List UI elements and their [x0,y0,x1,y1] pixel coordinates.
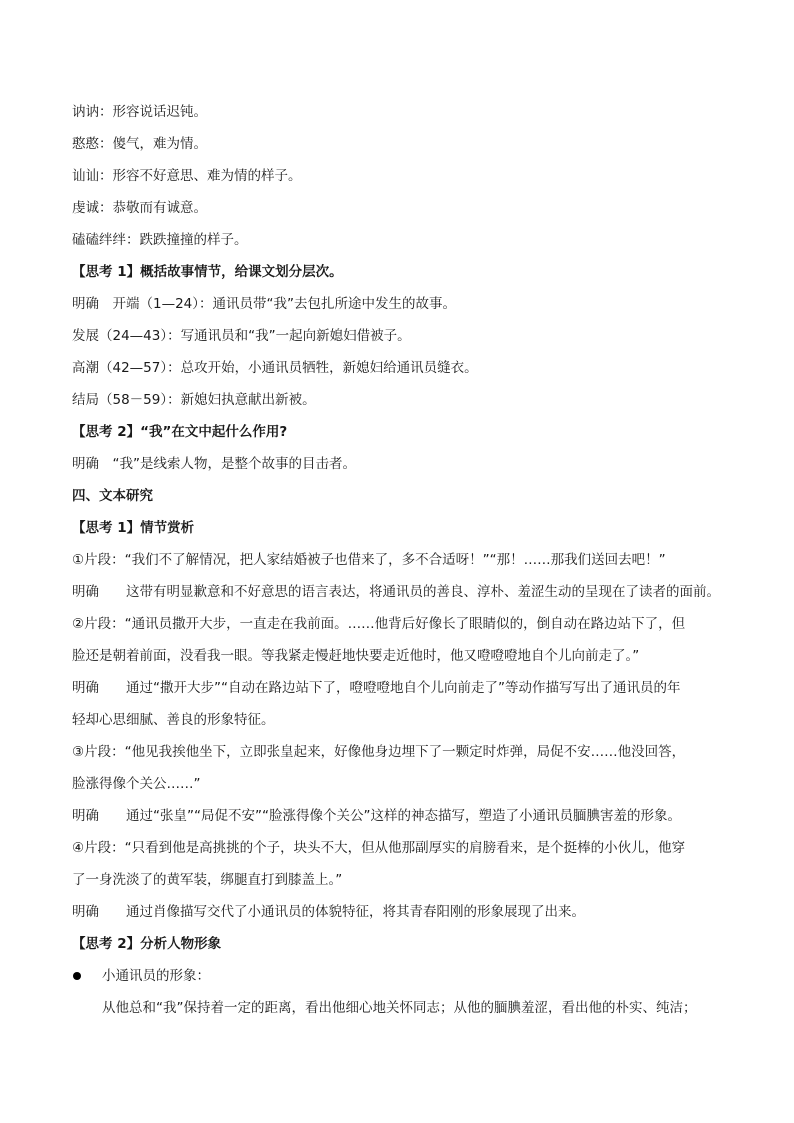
vocab-line: 憨憨：傻气，难为情。 [72,136,207,152]
plot-heading: 【思考 1】情节赏析 [72,520,195,536]
plot-line: 明确 这带有明显歉意和不好意思的语言表达，将通讯员的善良、淳朴、羞涩生动的呈现在了读者的面前。 [72,584,720,600]
bullet-dot-icon [73,972,81,980]
vocab-line: 磕磕绊绊：跌跌撞撞的样子。 [72,232,248,248]
plot-line: ②片段：“通讯员撒开大步，一直走在我前面。……他背后好像长了眼睛似的，倒自动在路边站下了，但 [72,616,686,632]
bullet-label: 小通讯员的形象： [102,968,210,984]
think2-heading: 【思考 2】“我”在文中起什么作用? [72,424,288,440]
plot-line: ③片段：“他见我挨他坐下，立即张皇起来，好像他身边埋下了一颗定时炸弹，局促不安……他没回答， [72,744,686,760]
think2-answer: 明确 “我”是线索人物，是整个故事的目击者。 [72,456,356,472]
think1-answer: 高潮（42—57）：总攻开始，小通讯员牺牲，新媳妇给通讯员缝衣。 [72,360,478,376]
bullet-text: 从他总和“我”保持着一定的距离，看出他细心地关怀同志；从他的腼腆羞涩，看出他的朴实、纯洁； [102,1000,697,1016]
vocab-line: 虔诚：恭敬而有诚意。 [72,200,207,216]
plot-line: ④片段：“只看到他是高挑挑的个子，块头不大，但从他那副厚实的肩膀看来，是个挺棒的小伙儿，他穿 [72,840,686,856]
character-heading: 【思考 2】分析人物形象 [72,936,222,952]
think1-answer: 明确 开端（1—24）：通讯员带“我”去包扎所途中发生的故事。 [72,296,457,312]
think1-answer: 结局（58－59）：新媳妇执意献出新被。 [72,392,316,408]
plot-line: 明确 通过“张皇”“局促不安”“脸涨得像个关公”这样的神态描写，塑造了小通讯员腼腆害羞的形象。 [72,808,681,824]
plot-line: 明确 通过“撒开大步”“自动在路边站下了，噔噔噔地自个儿向前走了”等动作描写写出了通讯员的年 [72,680,681,696]
plot-line: 了一身洗淡了的黄军装，绑腿直打到膝盖上。” [72,872,343,888]
plot-line: 脸涨得像个关公……” [72,776,201,792]
think1-answer: 发展（24—43）：写通讯员和“我”一起向新媳妇借被子。 [72,328,411,344]
plot-line: ①片段：“我们不了解情况，把人家结婚被子也借来了，多不合适呀！”“那！……那我们送回去吧！” [72,552,666,568]
think1-heading: 【思考 1】概括故事情节，给课文划分层次。 [72,264,343,280]
vocab-line: 讷讷：形容说话迟钝。 [72,104,207,120]
plot-line: 脸还是朝着前面，没看我一眼。等我紧走慢赶地快要走近他时，他又噔噔噔地自个儿向前走了。” [72,648,640,664]
plot-line: 明确 通过肖像描写交代了小通讯员的体貌特征，将其青春阳刚的形象展现了出来。 [72,904,585,920]
section-heading: 四、文本研究 [72,488,153,504]
vocab-line: 讪讪：形容不好意思、难为情的样子。 [72,168,302,184]
plot-line: 轻却心思细腻、善良的形象特征。 [72,712,275,728]
